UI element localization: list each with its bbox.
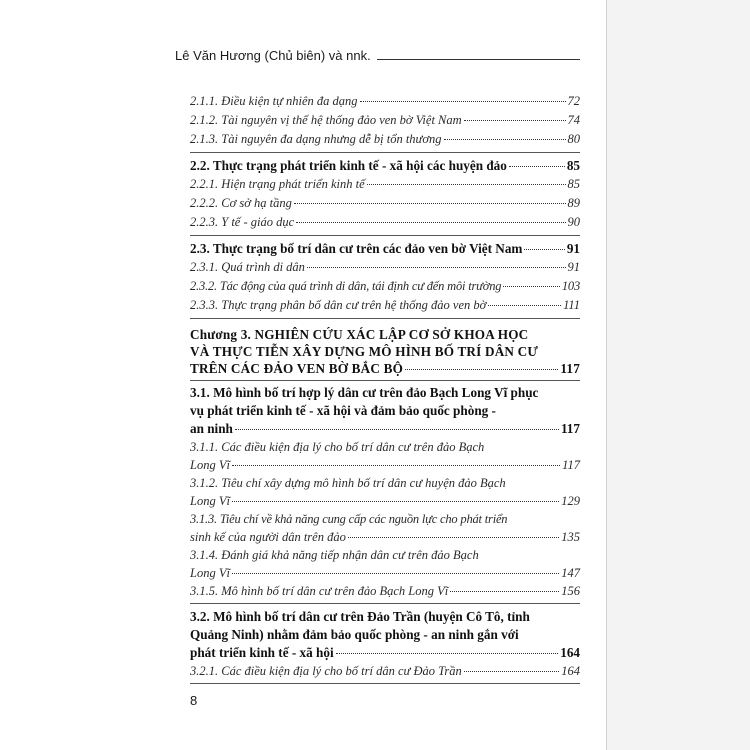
toc-section-2-3: 2.3. Thực trạng bố trí dân cư trên các đảo ven bờ Việt Nam 91: [190, 241, 580, 256]
separator: [190, 318, 580, 319]
separator: [190, 235, 580, 236]
header-rule: [377, 59, 580, 60]
toc-section-3-1: 3.1. Mô hình bố trí hợp lý dân cư trên đảo Bạch Long Vĩ phục vụ phát triển kinh tế - xã hội và đảm bảo quốc phòng - an ninh 117: [190, 385, 580, 436]
toc-section-2-2: 2.2. Thực trạng phát triển kinh tế - xã hội các huyện đảo 85: [190, 158, 580, 173]
toc-entry-3-1-3: 3.1.3. Tiêu chí về khả năng cung cấp các nguồn lực cho phát triển sinh kế của người dân trên đảo 135: [190, 512, 580, 544]
separator: [190, 152, 580, 153]
header-text: Lê Văn Hương (Chủ biên) và nnk.: [175, 48, 371, 63]
toc-entry-2-2-3: 2.2.3. Y tế - giáo dục 90: [190, 215, 580, 229]
toc-chapter-3: Chương 3. NGHIÊN CỨU XÁC LẬP CƠ SỞ KHOA HỌC VÀ THỰC TIỄN XÂY DỰNG MÔ HÌNH BỐ TRÍ DÂN CƯ TRÊN CÁC ĐẢO VEN BỜ BẮC BỘ 117: [190, 327, 580, 376]
toc-entry-3-1-2: 3.1.2. Tiêu chí xây dựng mô hình bố trí dân cư huyện đảo Bạch Long Vĩ 129: [190, 476, 580, 508]
toc-entry-3-1-1: 3.1.1. Các điều kiện địa lý cho bố trí dân cư trên đảo Bạch Long Vĩ 117: [190, 440, 580, 472]
toc-entry-3-1-5: 3.1.5. Mô hình bố trí dân cư trên đảo Bạch Long Vĩ 156: [190, 584, 580, 598]
running-header: [175, 48, 580, 63]
toc-entry-2-3-3: 2.3.3. Thực trạng phân bố dân cư trên hệ thống đảo ven bờ 111: [190, 298, 580, 312]
toc-entry-3-2-1: 3.2.1. Các điều kiện địa lý cho bố trí dân cư Đảo Trần 164: [190, 664, 580, 678]
toc-section-3-2: 3.2. Mô hình bố trí dân cư trên Đảo Trần (huyện Cô Tô, tỉnh Quảng Ninh) nhằm đảm bảo quốc phòng - an ninh gắn với phát triển kinh tế - xã hội 164: [190, 609, 580, 660]
toc-entry-2-2-1: 2.2.1. Hiện trạng phát triển kinh tế 85: [190, 177, 580, 191]
table-of-contents: [190, 92, 580, 687]
separator: [190, 380, 580, 381]
page-edge: [606, 0, 750, 750]
toc-entry-2-3-2: 2.3.2. Tác động của quá trình di dân, tái định cư đến môi trường 103: [190, 279, 580, 293]
separator: [190, 683, 580, 684]
separator: [190, 603, 580, 604]
toc-entry-2-1-1: 2.1.1. Điều kiện tự nhiên đa dạng 72: [190, 94, 580, 108]
toc-entry-2-1-2: 2.1.2. Tài nguyên vị thế hệ thống đảo ven bờ Việt Nam 74: [190, 113, 580, 127]
toc-entry-2-1-3: 2.1.3. Tài nguyên đa dạng nhưng dễ bị tổn thương 80: [190, 132, 580, 146]
page-number: 8: [190, 693, 198, 708]
toc-entry-3-1-4: 3.1.4. Đánh giá khả năng tiếp nhận dân cư trên đảo Bạch Long Vĩ 147: [190, 548, 580, 580]
toc-entry-2-2-2: 2.2.2. Cơ sở hạ tầng 89: [190, 196, 580, 210]
toc-entry-2-3-1: 2.3.1. Quá trình di dân 91: [190, 260, 580, 274]
